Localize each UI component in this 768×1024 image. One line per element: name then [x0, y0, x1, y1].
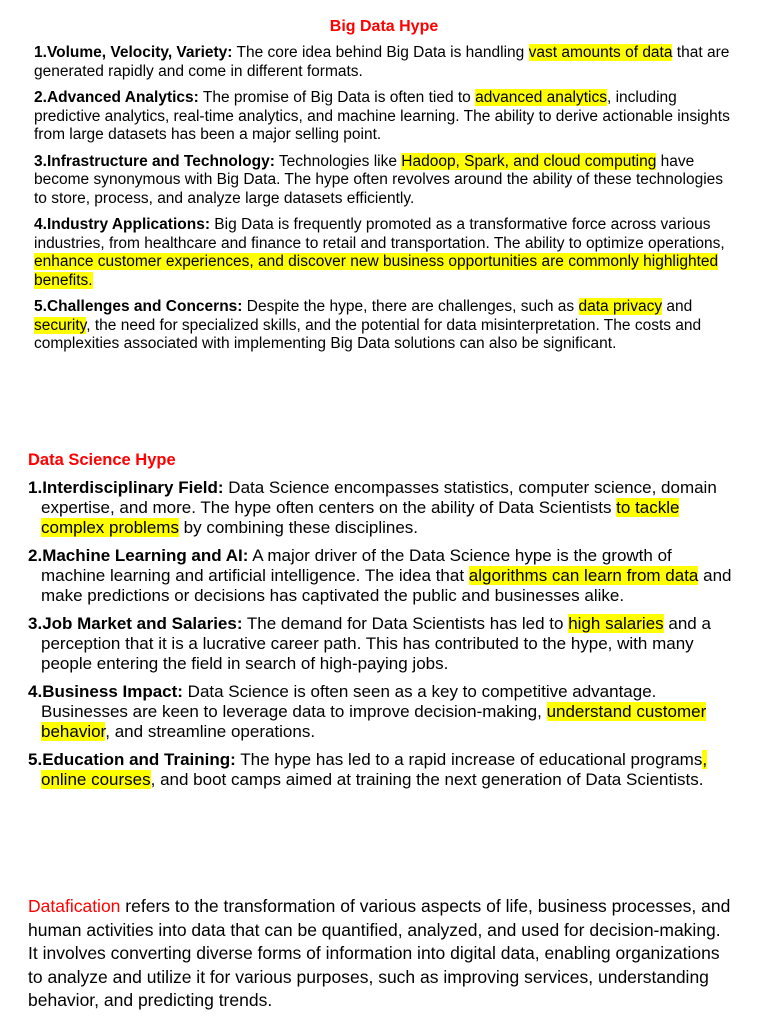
item-number: 2.	[34, 89, 47, 106]
item-text: , and streamline operations.	[105, 722, 316, 741]
item-heading: Job Market and Salaries:	[42, 614, 243, 633]
big-data-hype-title: Big Data Hype	[329, 18, 439, 35]
item-number: 1.	[34, 44, 47, 61]
data-science-item-1	[28, 478, 733, 538]
big-data-item-2	[34, 89, 734, 145]
item-heading: Infrastructure and Technology:	[46, 152, 275, 170]
item-text: Data Science encompasses statistics, computer science, domain expertise, and more. The hype often centers on the ability of Data Scientists	[41, 478, 717, 517]
item-heading: Volume, Velocity, Variety:	[46, 44, 233, 61]
item-heading: Machine Learning and AI:	[42, 546, 249, 565]
highlighted-text: high salaries	[568, 614, 664, 633]
item-text: and make predictions or decisions has captivated the public and businesses alike.	[41, 566, 732, 605]
item-number: 4.	[28, 682, 43, 701]
item-number: 2.	[28, 546, 43, 565]
item-heading: Education and Training:	[42, 750, 236, 769]
item-text: The demand for Data Scientists has led to	[242, 614, 569, 633]
data-science-item-2	[28, 546, 733, 606]
item-text: The hype has led to a rapid increase of educational programs	[235, 750, 703, 769]
datafication-text: refers to the transformation of various aspects of life, business processes, and human activities into data that can be quantified, analyzed, and used for decision-making. It involves converting diverse forms of information into digital data, enabling organizations to analyze and utilize it for various purposes, such as improving services, understanding behavior, and predicting trends.	[28, 896, 731, 1010]
item-text: Despite the hype, there are challenges, such as	[242, 298, 579, 315]
item-text: Technologies like	[274, 152, 402, 170]
item-text: , and boot camps aimed at training the next generation of Data Scientists.	[150, 770, 704, 789]
item-text: The promise of Big Data is often tied to	[198, 89, 476, 106]
item-number: 4.	[34, 216, 47, 233]
item-number: 5.	[28, 750, 43, 769]
highlighted-text: , online courses	[41, 750, 708, 789]
item-heading: Interdisciplinary Field:	[42, 478, 224, 497]
item-text: A major driver of the Data Science hype is the growth of machine learning and artificial intelligence. The idea that	[41, 546, 672, 585]
big-data-hype-list	[34, 44, 734, 362]
item-text: Big Data is frequently promoted as a transformative force across various industries, from healthcare and finance to retail and transportation. The ability to optimize operations,	[34, 216, 725, 252]
highlighted-text: data privacy	[578, 298, 663, 315]
item-heading: Industry Applications:	[46, 216, 210, 233]
item-number: 5.	[34, 298, 47, 315]
data-science-hype-title: Data Science Hype	[28, 451, 176, 469]
data-science-item-4	[28, 682, 733, 742]
item-heading: Challenges and Concerns:	[46, 298, 243, 315]
highlighted-text: algorithms can learn from data	[468, 566, 699, 585]
item-text: and	[662, 298, 693, 315]
highlighted-text: understand customer behavior	[41, 702, 707, 741]
highlighted-text: advanced analytics	[475, 89, 607, 106]
item-heading: Advanced Analytics:	[46, 89, 199, 106]
item-text: , the need for specialized skills, and the potential for data misinterpretation. The costs and complexities associated with implementing Big Data solutions can also be significant.	[34, 316, 702, 352]
item-number: 3.	[28, 614, 43, 633]
item-text: and a perception that it is a lucrative career path. This has contributed to the hype, with many people entering the field in search of high-paying jobs.	[41, 614, 711, 673]
highlighted-text: security	[34, 316, 87, 334]
highlighted-text: Hadoop, Spark, and cloud computing	[401, 152, 657, 170]
data-science-hype-list	[28, 478, 733, 798]
big-data-item-5	[34, 298, 734, 354]
data-science-item-5	[28, 750, 733, 790]
highlighted-text: enhance customer experiences, and discover new business opportunities are commonly highlighted benefits.	[34, 253, 719, 289]
data-science-item-3	[28, 614, 733, 674]
item-text: by combining these disciplines.	[178, 518, 419, 537]
item-number: 1.	[28, 478, 43, 497]
datafication-definition	[28, 895, 733, 1013]
item-text: that are generated rapidly and come in different formats.	[34, 44, 730, 80]
item-text: The core idea behind Big Data is handling	[232, 44, 529, 61]
big-data-item-3	[34, 153, 734, 209]
item-number: 3.	[34, 152, 47, 170]
item-text: have become synonymous with Big Data. The hype often revolves around the ability of these technologies to store, process, and analyze large datasets efficiently.	[34, 152, 724, 207]
item-text: Data Science is often seen as a key to competitive advantage. Businesses are keen to leverage data to improve decision-making,	[41, 682, 657, 721]
highlighted-text: vast amounts of data	[528, 44, 673, 61]
item-heading: Business Impact:	[42, 682, 183, 701]
big-data-item-4	[34, 216, 734, 290]
item-text: , including predictive analytics, real-time analytics, and machine learning. The ability to derive actionable insights from large datasets has been a major selling point.	[34, 89, 730, 143]
big-data-item-1	[34, 44, 734, 81]
highlighted-text: to tackle complex problems	[41, 498, 680, 537]
datafication-term: Datafication	[28, 896, 121, 916]
